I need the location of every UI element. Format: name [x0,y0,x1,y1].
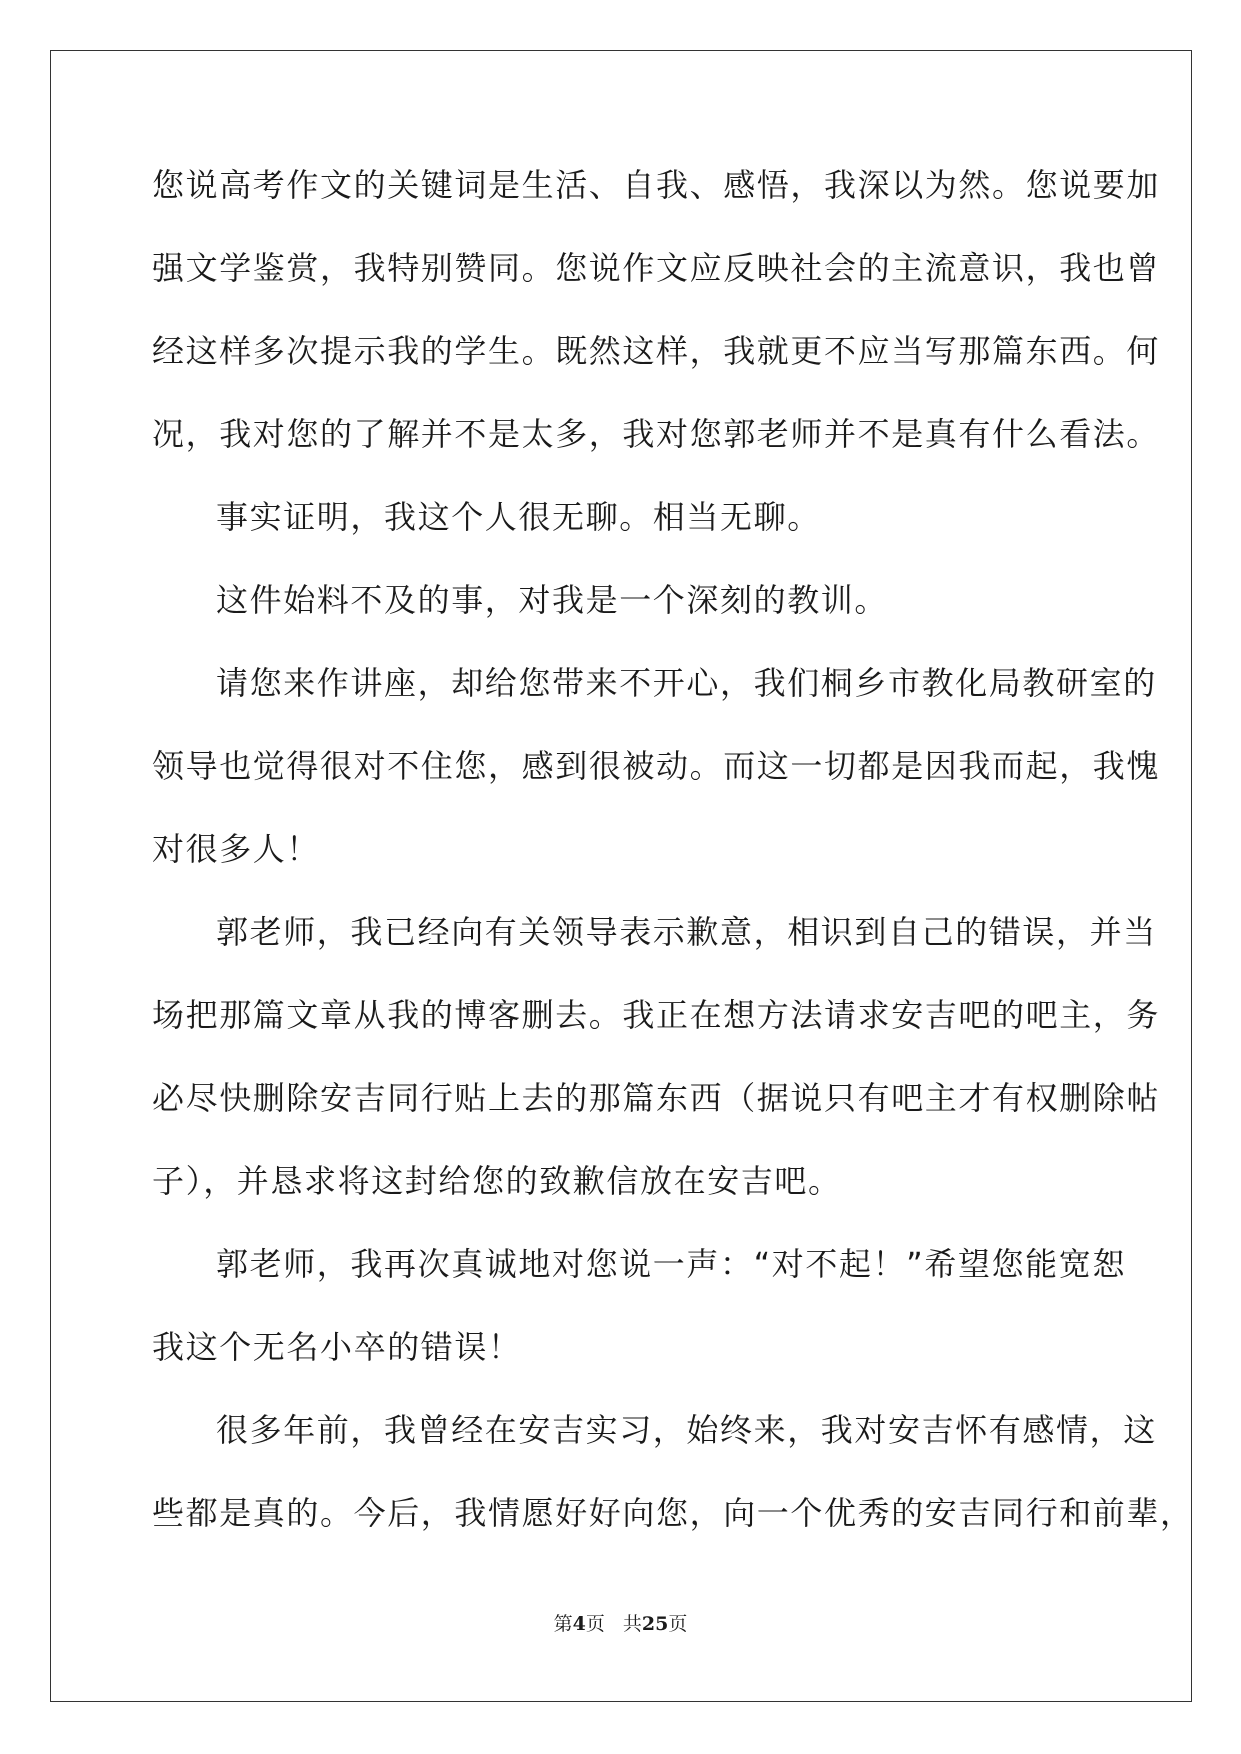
text-line-17: 些都是真的。今后，我情愿好好向您，向一个优秀的安吉同行和前辈， [152,1494,1194,1532]
text-line-7: 请您来作讲座，却给您带来不开心，我们桐乡市教化局教研室的 [216,664,1157,702]
page-prefix: 第 [553,1613,573,1635]
text-line-13: 子），并恳求将这封给您的致歉信放在安吉吧。 [152,1162,842,1200]
total-prefix: 共 [622,1613,642,1635]
text-line-8: 领导也觉得很对不住您，感到很被动。而这一切都是因我而起，我愧 [152,747,1161,785]
text-line-6: 这件始料不及的事，对我是一个深刻的教训。 [216,581,889,619]
text-line-1: 您说高考作文的关键词是生活、自我、感悟，我深以为然。您说要加 [152,166,1161,204]
page-footer [0,1612,1241,1636]
text-line-12: 必尽快删除安吉同行贴上去的那篇东西（据说只有吧主才有权删除帖 [152,1079,1161,1117]
text-line-15: 我这个无名小卒的错误！ [152,1328,522,1366]
page-suffix: 页 [585,1613,605,1635]
text-line-4: 况，我对您的了解并不是太多，我对您郭老师并不是真有什么看法。 [152,415,1161,453]
text-line-2: 强文学鉴赏，我特别赞同。您说作文应反映社会的主流意识，我也曾 [152,249,1161,287]
text-line-3: 经这样多次提示我的学生。既然这样，我就更不应当写那篇东西。何 [152,332,1161,370]
text-line-10: 郭老师，我已经向有关领导表示歉意，相识到自己的错误，并当 [216,913,1157,951]
text-line-5: 事实证明，我这个人很无聊。相当无聊。 [216,498,821,536]
document-body [152,160,1194,1571]
text-line-11: 场把那篇文章从我的博客删去。我正在想方法请求安吉吧的吧主，务 [152,996,1161,1034]
total-pages: 25 [641,1613,669,1635]
total-suffix: 页 [668,1613,688,1635]
text-line-9: 对很多人！ [152,830,321,868]
text-line-16: 很多年前，我曾经在安吉实习，始终来，我对安吉怀有感情，这 [216,1411,1157,1449]
page-number: 4 [572,1613,586,1635]
text-line-14: 郭老师，我再次真诚地对您说一声：“对不起！”希望您能宽恕 [216,1245,1126,1283]
